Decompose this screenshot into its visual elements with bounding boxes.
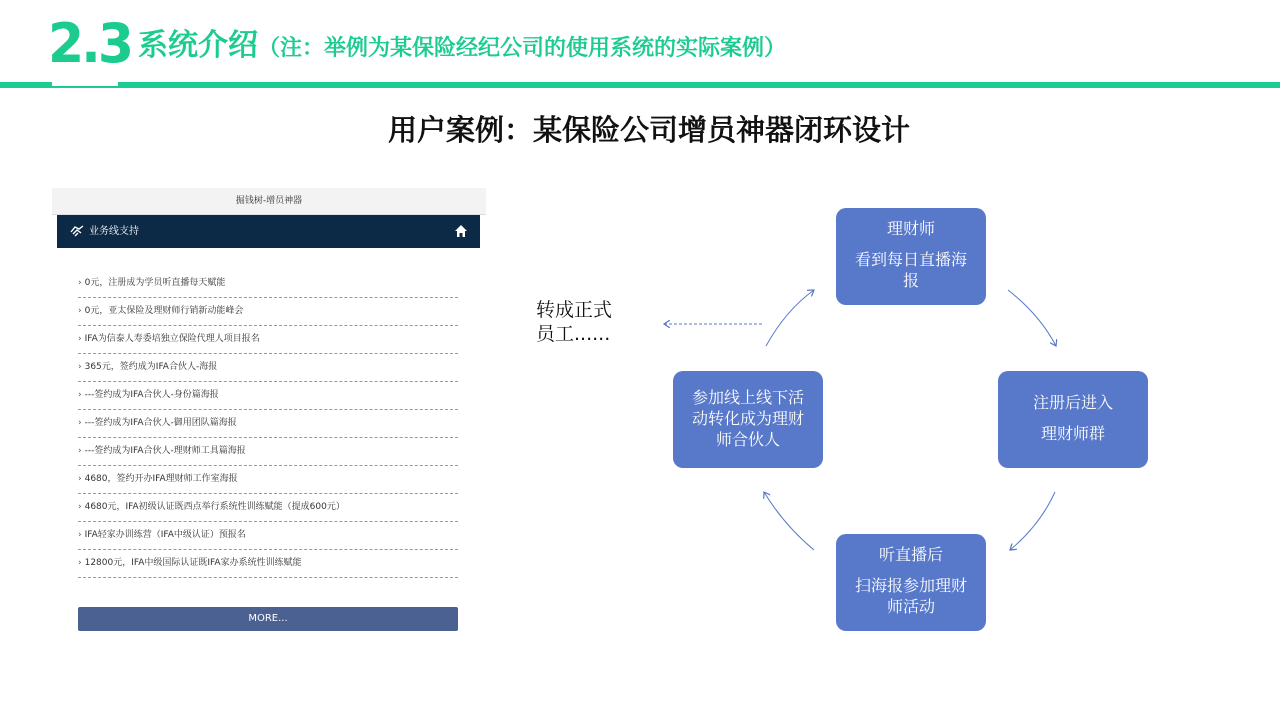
menu-item-label: IFA轻家办训练营（IFA中级认证）预报名 [84,530,246,540]
arrow-left-to-top [766,290,814,346]
node-left-line1: 参加线上线下活 [691,388,804,407]
section-note: （注：举例为某保险经纪公司的使用系统的实际案例） [258,36,787,61]
chevron-right-icon: › [78,502,82,512]
chevron-right-icon: › [78,390,82,400]
arrow-right-to-bottom [1010,492,1055,550]
node-right-line1: 注册后进入 [1032,393,1113,412]
outcome-line2: 员工...... [536,323,611,345]
menu-item-label: 4680元，IFA初级认证既西点举行系统性训练赋能（提成600元） [84,502,345,512]
flow-node-left [673,371,823,468]
case-title: 用户案例：某保险公司增员神器闭环设计 [388,113,911,147]
phone-page-title: 掘钱树-增员神器 [52,188,486,215]
node-top-line3: 报 [902,271,919,290]
chevron-right-icon: › [78,418,82,428]
chevron-right-icon: › [78,530,82,540]
phone-nav-label: 业务线支持 [89,226,139,237]
node-bottom-line1: 听直播后 [878,545,943,564]
node-right-line2: 理财师群 [1040,424,1105,443]
node-bottom-line2: 扫海报参加理财 [854,576,967,595]
section-number: 2.3 [48,12,132,76]
more-button[interactable]: MORE... [78,607,458,631]
chevron-right-icon: › [78,558,82,568]
menu-item-label: ---签约成为IFA合伙人-身份篇海报 [84,390,219,400]
flow-node-top [836,208,986,305]
chevron-right-icon: › [78,446,82,456]
menu-item-label: 12800元，IFA中级国际认证既IFA家办系统性训练赋能 [84,558,302,568]
flow-node-right [998,371,1148,468]
chevron-right-icon: › [78,362,82,372]
chevron-right-icon: › [78,334,82,344]
node-left-line2: 动转化成为理财 [691,409,804,428]
node-top-line1: 理财师 [886,219,935,238]
outcome-line1: 转成正式 [536,299,613,321]
menu-item-label: 365元，签约成为IFA合伙人-海报 [84,362,218,372]
node-top-line2: 看到每日直播海 [854,250,967,269]
menu-item-label: ---签约成为IFA合伙人-御用团队篇海报 [84,418,237,428]
menu-item-label: IFA为信泰人寿委培独立保险代理人项目报名 [84,334,260,344]
menu-item-label: 0元，注册成为学员听直播每天赋能 [84,278,226,288]
section-title-text: 系统介绍 [138,28,258,63]
node-left-line3: 师合伙人 [715,430,780,449]
arrow-top-to-right [1008,290,1056,346]
node-bottom-line3: 师活动 [886,597,935,616]
arrow-bottom-to-left [764,492,814,550]
chevron-right-icon: › [78,306,82,316]
chevron-right-icon: › [78,278,82,288]
menu-item-label: 4680，签约开办IFA理财师工作室海报 [84,474,238,484]
flow-outcome [536,298,612,346]
menu-item-label: ---签约成为IFA合伙人-理财师工具篇海报 [84,446,246,456]
flow-node-bottom [836,534,986,631]
menu-item-label: 0元，亚太保险及理财师行销新动能峰会 [84,306,244,316]
chevron-right-icon: › [78,474,82,484]
